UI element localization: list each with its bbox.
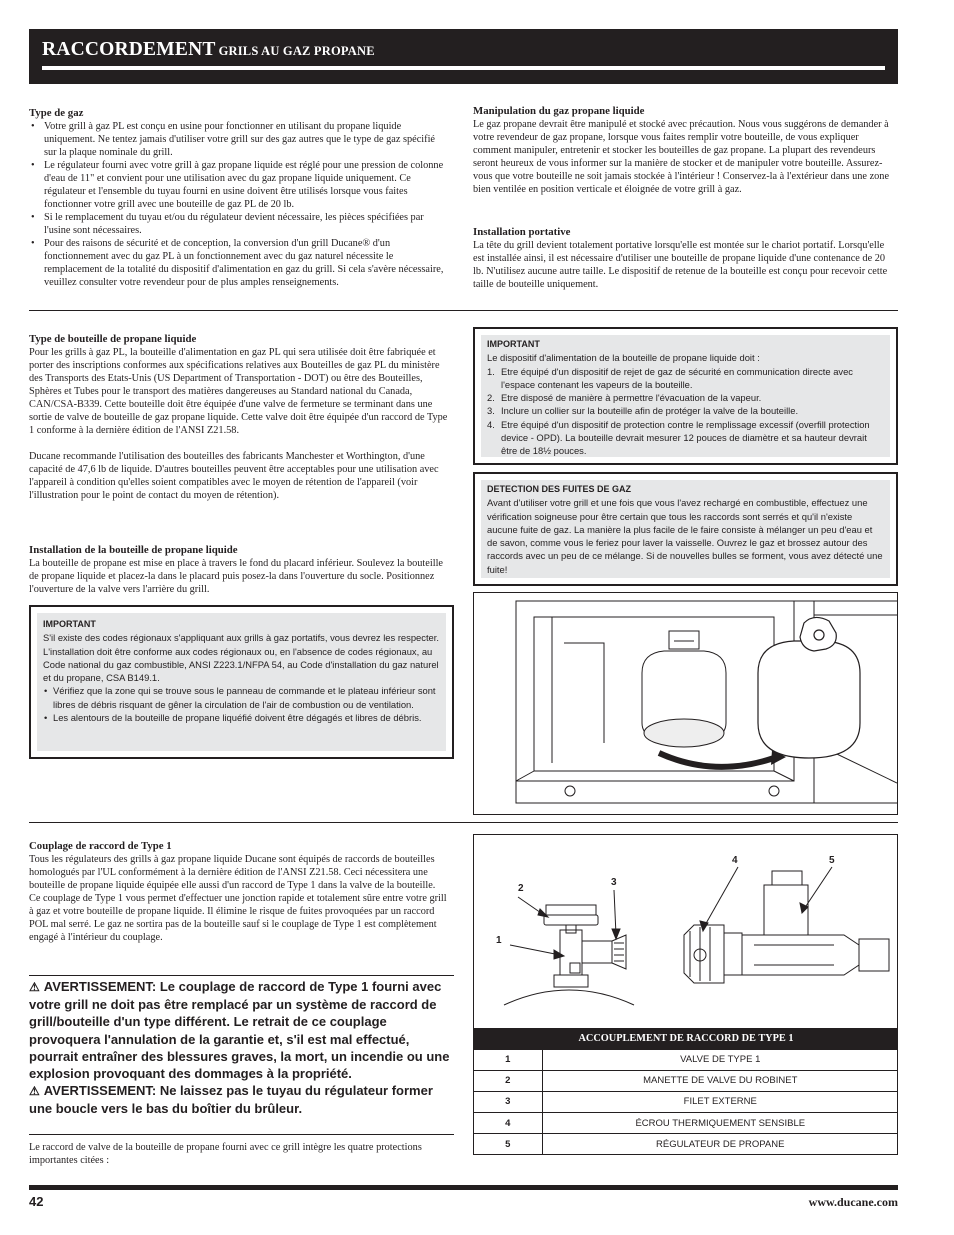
type-bouteille-p1: Pour les grills à gaz PL, la bouteille d'alimentation en gaz PL qui sera utilisée doit être fabriquée et porter des inscriptions conformes aux spécifications relatives aux Bouteilles de gaz PL du ministère des Transports des Etats-Unis (US Department of Transportation - DOT) ou être des Bouteilles, Sphères et Tubes pour le transport des matières dangereuses au Standard national du Canada, CAN/CSA-B339. Cette bouteille doit être équipée d'une valve de fermeture se terminant dans une sortie de valve de bouteille de gaz propane liquide. Cette valve doit être équipée d'un raccord de Type 1 conforme à la dernière édition de l'ANSI Z21.58.	[29, 347, 448, 436]
portative-section	[473, 226, 898, 291]
row-key: 3	[474, 1091, 542, 1112]
important-box-left-content	[37, 613, 446, 751]
tank-install-drawing	[474, 593, 897, 814]
website-link[interactable]: www.ducane.com	[808, 1195, 898, 1209]
table-row	[474, 1049, 898, 1070]
row-key: 5	[474, 1134, 542, 1155]
page-title	[42, 39, 375, 61]
item-text: Etre disposé de manière à permettre l'évacuation de la vapeur.	[501, 392, 762, 404]
list-item: • Votre grill à gaz PL est conçu en usine pour fonctionner en utilisant du propane liquide uniquement. Ne tentez jamais d'utiliser votre grill sur des gaz autres que le type de gaz spécifié sur la plaque nominale du grill.	[29, 120, 449, 159]
warning-text: AVERTISSEMENT: Ne laissez pas le tuyau du régulateur former une boucle vers le bas du boîtier du brûleur.	[29, 1083, 433, 1117]
item-number: 1.	[487, 365, 495, 377]
cabinet-illustration	[473, 592, 898, 815]
manipulation-section	[473, 105, 898, 196]
item-text: Etre équipé d'un dispositif de rejet de gaz de sécurité en communication directe avec l'espace contenant les vapeurs de la bouteille.	[501, 365, 853, 390]
warning-triangle-icon: ⚠	[29, 980, 40, 994]
important-numbered-list	[487, 365, 884, 458]
important-title: IMPORTANT	[487, 339, 540, 349]
warning-triangle-icon: ⚠	[29, 1084, 40, 1099]
header-rule	[42, 66, 885, 70]
warning-rule-bottom	[29, 1134, 454, 1135]
item-number: 3.	[487, 405, 495, 417]
important-list	[43, 684, 440, 724]
callout-5: 5	[829, 855, 835, 866]
type-gaz-heading: Type de gaz	[29, 107, 84, 119]
warning-text: AVERTISSEMENT: Le couplage de raccord de Type 1 fourni avec votre grill ne doit pas être remplacé par un système de raccord de grill/bouteille d'un type différent. Le retrait de ce couplage provoquera l'annulation de la garantie et, s'il est mal effectué, pourrait entraîner des blessures graves, la mort, un incendie ou une explosion provoquant des dommages à la propriété.	[29, 979, 450, 1082]
important-title: IMPORTANT	[43, 619, 96, 629]
item-number: 4.	[487, 418, 495, 430]
type-bouteille-p2: Ducane recommande l'utilisation des bouteilles des fabricants Manchester et Worthington, d'une capacité de 47,6 lb de liquide. D'autres bouteilles peuvent être acceptables pour une utilisation avec l'appareil à condition qu'elles soient compatibles avec le moyen de rétention de l'appareil (voir l'illustration pour le point de contact du moyen de rétention).	[29, 451, 439, 501]
row-key: 1	[474, 1049, 542, 1070]
callout-3: 3	[611, 877, 617, 888]
type-gaz-list	[29, 120, 449, 289]
installation-bouteille-heading: Installation de la bouteille de propane liquide	[29, 544, 238, 556]
warning-1	[29, 978, 454, 1082]
row-key: 4	[474, 1113, 542, 1134]
detection-box-content	[481, 480, 890, 578]
type-gaz-section	[29, 107, 449, 289]
important-box-right	[473, 327, 898, 465]
list-item	[487, 404, 884, 417]
detection-box	[473, 472, 898, 586]
row-value: ÉCROU THERMIQUEMENT SENSIBLE	[542, 1113, 898, 1134]
list-item	[487, 418, 884, 458]
item-number: 2.	[487, 392, 495, 404]
page-number: 42	[29, 1194, 44, 1209]
list-item	[487, 365, 884, 392]
warning-rule-top	[29, 975, 454, 976]
list-item: • Pour des raisons de sécurité et de conception, la conversion d'un grill Ducane® d'un fonctionnement avec du gaz PL à un fonctionnement avec du gaz naturel nécessite le remplacement de la totalité du dispositif d'alimentation en gaz du grill. Si cela s'avère nécessaire, veuillez consulter votre revendeur pour de plus amples renseignements.	[29, 237, 449, 289]
installation-bouteille-section	[29, 544, 450, 596]
important-box-right-content	[481, 335, 890, 457]
row-value: MANETTE DE VALVE DU ROBINET	[542, 1070, 898, 1091]
important-intro: Le dispositif d'alimentation de la bouteille de propane liquide doit :	[487, 352, 760, 364]
table-row	[474, 1113, 898, 1134]
item-text: Etre équipé d'un dispositif de protection contre le remplissage excessif (overfill protection device - OPD). La bouteille devrait mesurer 12 pouces de diamètre et sa hauteur devrait être de 18½ pouces.	[501, 418, 870, 457]
table-row	[474, 1091, 898, 1112]
detection-title: DETECTION DES FUITES DE GAZ	[487, 484, 632, 494]
item-text: Inclure un collier sur la bouteille afin de protéger la valve de la bouteille.	[501, 405, 799, 417]
callout-2: 2	[518, 883, 524, 894]
manipulation-heading: Manipulation du gaz propane liquide	[473, 105, 645, 117]
list-item: • Si le remplacement du tuyau et/ou du régulateur devient nécessaire, les pièces spécifiées par l'usine sont nécessaires.	[29, 211, 449, 237]
title-sub: GRILS AU GAZ PROPANE	[218, 44, 375, 58]
table-row	[474, 1134, 898, 1155]
list-item: • Vérifiez que la zone qui se trouve sous le panneau de commande et le plateau inférieur sont libres de débris risquant de gêner la circulation de l'air de combustion ou de ventilation.	[43, 684, 440, 711]
detection-text: Avant d'utiliser votre grill et une fois que vous l'avez rechargé en combustible, effectuez une vérification soigneuse pour être certain que tous les raccords sont serrés et qu'il n'existe aucune fuite de gaz. La manière la plus facile de le faire consiste à mélanger un peu d'eau et de savon, comme vous le feriez pour laver la vaisselle. Ouvrez le gaz et brossez autour des raccords avec un peu de ce mélange. Si de nouvelles bulles se forment, vous avez détecté une fuite!	[487, 497, 883, 575]
couplage-text: Tous les régulateurs des grills à gaz propane liquide Ducane sont équipés de raccords de bouteilles homologués par l'UL conformément à la dernière édition de l'ANSI Z21.58. Ceci nécessitera une bouteille de propane liquide équipée elle aussi d'un raccord de Type 1 dans la valve de la bouteille. Ce couplage de Type 1 vous permet d'effectuer une jonction rapide et totalement sûre entre votre grill à gaz et votre bouteille de propane liquide. Il élimine le risque de fuites provoquées par un raccord POL mal serré. Le gaz ne sortira pas de la bouteille sauf si le couplage de Type 1 est complètement engagé à l'intérieur du couplage.	[29, 854, 447, 943]
footer-bar	[29, 1185, 898, 1190]
couplage-section	[29, 840, 449, 944]
important-text: S'il existe des codes régionaux s'appliquant aux grills à gaz portatifs, vous devrez les respecter. L'installation doit être conforme aux codes régionaux ou, en l'absence de codes régionaux, au Code national du gaz combustible, ANSI Z223.1/NFPA 54, au Code d'installation du gaz naturel et du propane, CSA B149.1.	[43, 632, 439, 684]
title-main: RACCORDEMENT	[42, 39, 216, 60]
warning-2	[29, 1082, 454, 1117]
installation-bouteille-text: La bouteille de propane est mise en place à travers le fond du placard inférieur. Soulevez la bouteille de propane liquide et placez-la dans le placard puis posez-la dans l'ouverture du socle. Positionnez l'ouverture de la valve vers l'arrière du grill.	[29, 558, 443, 595]
divider	[29, 822, 898, 823]
callout-1: 1	[496, 935, 502, 946]
coupling-table	[474, 1028, 898, 1155]
row-value: FILET EXTERNE	[542, 1091, 898, 1112]
manipulation-text: Le gaz propane devrait être manipulé et stocké avec précaution. Nous vous suggérons de demander à votre revendeur de gaz propane, lorsque vous faites remplir votre bouteille, de vous expliquer comment manipuler, entretenir et stocker les bouteilles de gaz propane. La plupart des revendeurs seront heureux de vous informer sur la manière de stocker et de manipuler votre bouteille. Assurez-vous que votre bouteille ne soit jamais stockée à l'intérieur ! Conservez-la à l'extérieur dans une zone bien ventilée en position verticale et éloignée de votre grill à gaz.	[473, 119, 890, 195]
divider	[29, 310, 898, 311]
type-bouteille-section	[29, 333, 450, 502]
table-title: ACCOUPLEMENT DE RACCORD DE TYPE 1	[474, 1028, 898, 1049]
list-item: • Les alentours de la bouteille de propane liquéfié doivent être dégagés et libres de débris.	[43, 711, 440, 724]
list-item: • Le régulateur fourni avec votre grill à gaz propane liquide est réglé pour une pression de colonne d'eau de 11" et convient pour une utilisation avec du gaz propane liquide uniquement. Ce régulateur et l'ensemble du tuyau fourni en usine doivent être utilisés lorsque vous faites fonctionner votre grill avec une bouteille de gaz PL de 20 lb.	[29, 159, 449, 211]
portative-heading: Installation portative	[473, 226, 571, 238]
row-value: VALVE DE TYPE 1	[542, 1049, 898, 1070]
row-value: RÉGULATEUR DE PROPANE	[542, 1134, 898, 1155]
couplage-heading: Couplage de raccord de Type 1	[29, 840, 172, 852]
list-item	[487, 391, 884, 404]
warning-block	[29, 978, 454, 1118]
important-box-left	[29, 605, 454, 759]
closing-text: Le raccord de valve de la bouteille de propane fourni avec ce grill intègre les quatre protections importantes citées :	[29, 1142, 422, 1166]
portative-text: La tête du grill devient totalement portative lorsqu'elle est montée sur le chariot portatif. Lorsqu'elle est installée ainsi, il est nécessaire d'utiliser une bouteille de propane liquide d'une contenance de 20 lb. N'utilisez aucune autre taille. Le dispositif de retenue de la bouteille est conçu pour recevoir cette taille de bouteille uniquement.	[473, 240, 888, 290]
section-header	[29, 29, 898, 84]
callout-4: 4	[732, 855, 738, 866]
coupling-drawing	[474, 835, 897, 1029]
table-row	[474, 1070, 898, 1091]
row-key: 2	[474, 1070, 542, 1091]
type-bouteille-heading: Type de bouteille de propane liquide	[29, 333, 197, 345]
